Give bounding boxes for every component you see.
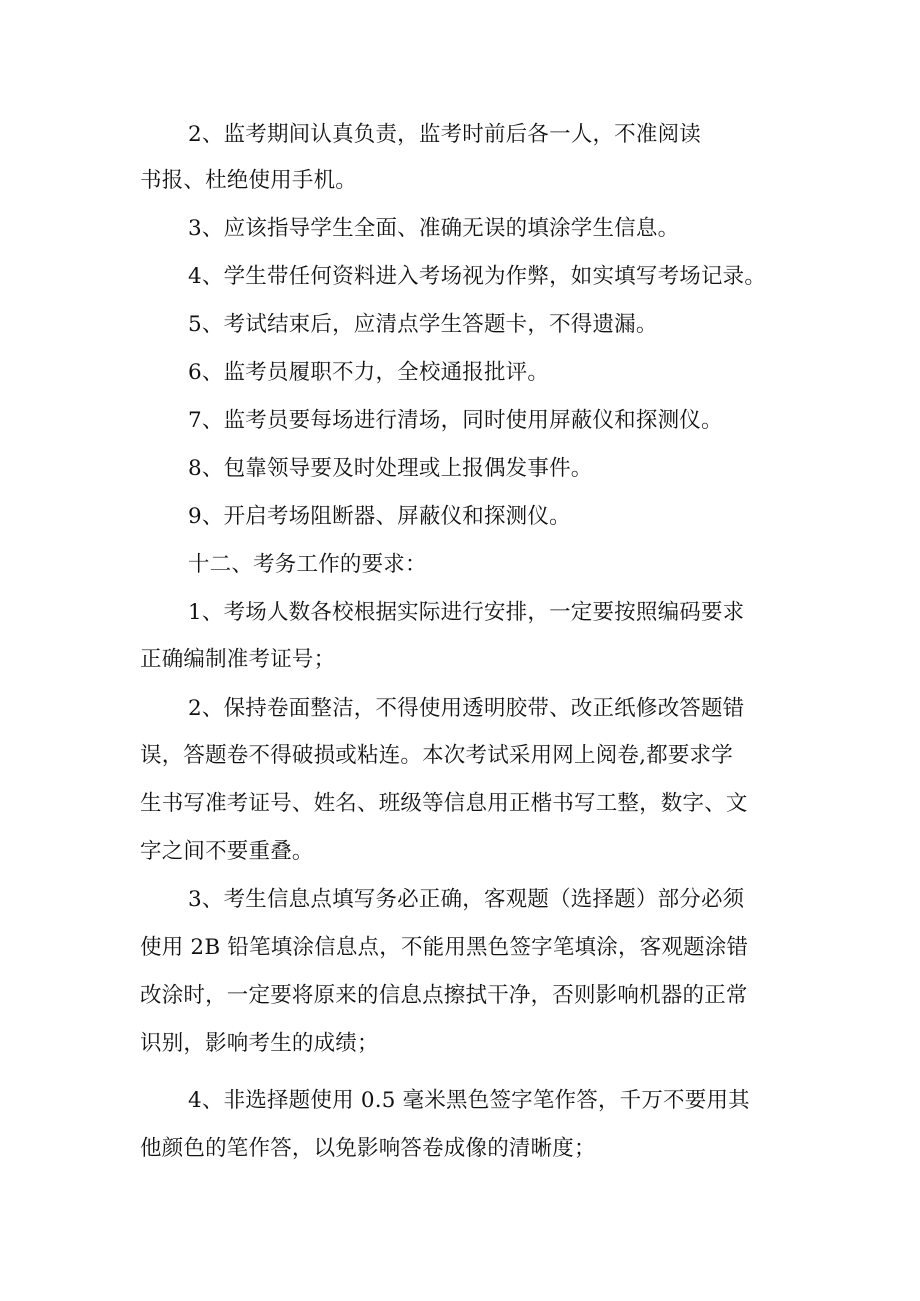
paragraph-line: 2、保持卷面整洁，不得使用透明胶带、改正纸修改答题错 [188, 696, 745, 721]
paragraph-line: 生书写准考证号、姓名、班级等信息用正楷书写工整，数字、文 [140, 791, 748, 816]
paragraph-line: 误，答题卷不得破损或粘连。本次考试采用网上阅卷,都要求学 [140, 743, 733, 768]
paragraph-line: 4、非选择题使用 0.5 毫米黑色签字笔作答，千万不要用其 [188, 1088, 750, 1113]
paragraph-line: 识别，影响考生的成绩； [140, 1031, 379, 1056]
paragraph-line: 1、考场人数各校根据实际进行安排，一定要按照编码要求 [188, 600, 745, 625]
section-heading: 十二、考务工作的要求： [188, 552, 427, 577]
paragraph-line: 3、应该指导学生全面、准确无误的填涂学生信息。 [188, 216, 680, 241]
paragraph-line: 6、监考员履职不力，全校通报批评。 [188, 360, 550, 385]
paragraph-line: 5、考试结束后，应清点学生答题卡，不得遗漏。 [188, 312, 658, 337]
paragraph-line: 8、包靠领导要及时处理或上报偶发事件。 [188, 456, 593, 481]
paragraph-line: 4、学生带任何资料进入考场视为作弊，如实填写考场记录。 [188, 264, 767, 289]
paragraph-line: 使用 2B 铅笔填涂信息点，不能用黑色签字笔填涂，客观题涂错 [140, 935, 749, 960]
paragraph-line: 书报、杜绝使用手机。 [140, 168, 358, 193]
paragraph-line: 改涂时，一定要将原来的信息点擦拭干净，否则影响机器的正常 [140, 983, 748, 1008]
paragraph-line: 他颜色的笔作答，以免影响答卷成像的清晰度； [140, 1136, 596, 1161]
paragraph-line: 9、开启考场阻断器、屏蔽仪和探测仪。 [188, 504, 571, 529]
paragraph-line: 正确编制准考证号； [140, 647, 336, 672]
paragraph-line: 2、监考期间认真负责，监考时前后各一人，不准阅读 [188, 122, 701, 147]
paragraph-line: 字之间不要重叠。 [140, 839, 314, 864]
paragraph-line: 3、考生信息点填写务必正确，客观题（选择题）部分必须 [188, 887, 745, 912]
paragraph-line: 7、监考员要每场进行清场，同时使用屏蔽仪和探测仪。 [188, 408, 723, 433]
